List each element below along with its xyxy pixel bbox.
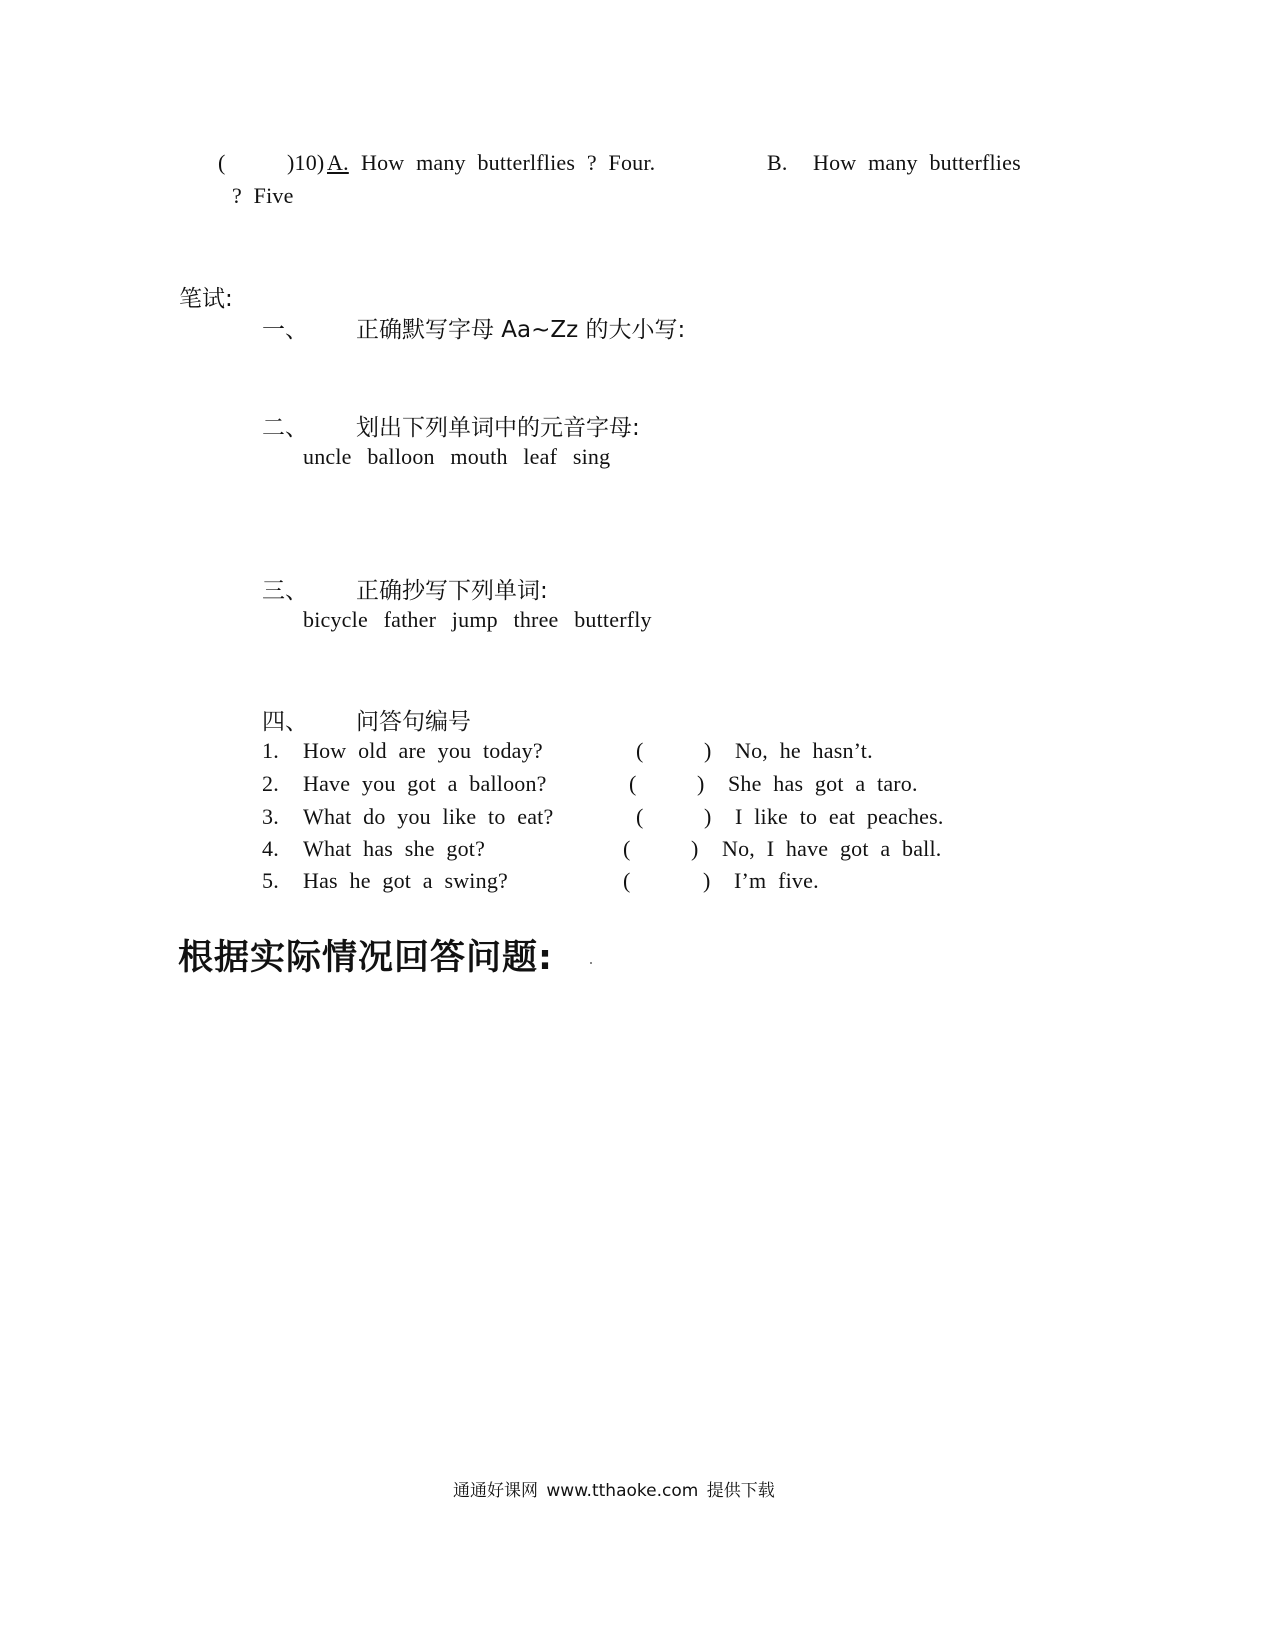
section2-number: 二、 <box>262 415 308 441</box>
qa-row-3-answer: I like to eat peaches. <box>735 804 944 829</box>
q10-option-a-text: How many butterlflies ? Four. <box>361 150 656 175</box>
q10-open-paren: ( <box>218 150 226 175</box>
qa-row-2-question: Have you got a balloon? <box>303 771 547 796</box>
written-test-label: 笔试: <box>179 286 233 312</box>
qa-row-1-open-paren: ( <box>636 738 644 763</box>
q10-number: )10) <box>287 150 325 175</box>
section3-words: bicycle father jump three butterfly <box>303 607 652 632</box>
answer-questions-heading: 根据实际情况回答问题: <box>178 938 553 978</box>
section2-title: 划出下列单词中的元音字母: <box>356 415 640 441</box>
qa-row-5-question: Has he got a swing? <box>303 868 508 893</box>
qa-row-1-answer: No, he hasn’t. <box>735 738 873 763</box>
section1-number: 一、 <box>262 317 308 343</box>
qa-row-4-question: What has she got? <box>303 836 486 861</box>
section4-number: 四、 <box>262 709 308 735</box>
section4-title: 问答句编号 <box>356 709 471 735</box>
q10-option-b-text: How many butterflies <box>813 150 1021 175</box>
qa-row-3-number: 3. <box>262 804 279 829</box>
qa-row-5-number: 5. <box>262 868 279 893</box>
qa-row-1-question: How old are you today? <box>303 738 543 763</box>
q10-option-b-continued: ? Five <box>232 183 294 208</box>
qa-row-2-close-paren: ) <box>697 771 705 796</box>
qa-row-2-number: 2. <box>262 771 279 796</box>
section2-words: uncle balloon mouth leaf sing <box>303 444 611 469</box>
qa-row-1-close-paren: ) <box>704 738 712 763</box>
footer-credit: 通通好课网 www.tthaoke.com 提供下载 <box>453 1481 775 1501</box>
qa-row-5-answer: I’m five. <box>734 868 819 893</box>
section3-title: 正确抄写下列单词: <box>356 578 548 604</box>
qa-row-3-question: What do you like to eat? <box>303 804 554 829</box>
stray-dot <box>590 962 592 964</box>
section3-number: 三、 <box>262 578 308 604</box>
qa-row-5-close-paren: ) <box>703 868 711 893</box>
qa-row-3-open-paren: ( <box>636 804 644 829</box>
qa-row-2-open-paren: ( <box>629 771 637 796</box>
q10-option-a-letter: A. <box>327 150 349 175</box>
qa-row-2-answer: She has got a taro. <box>728 771 918 796</box>
qa-row-4-answer: No, I have got a ball. <box>722 836 942 861</box>
qa-row-1-number: 1. <box>262 738 279 763</box>
qa-row-4-close-paren: ) <box>691 836 699 861</box>
qa-row-4-number: 4. <box>262 836 279 861</box>
qa-row-3-close-paren: ) <box>704 804 712 829</box>
q10-option-b-letter: B. <box>767 150 788 175</box>
qa-row-5-open-paren: ( <box>623 868 631 893</box>
section1-title: 正确默写字母 Aa~Zz 的大小写: <box>356 317 686 343</box>
qa-row-4-open-paren: ( <box>623 836 631 861</box>
